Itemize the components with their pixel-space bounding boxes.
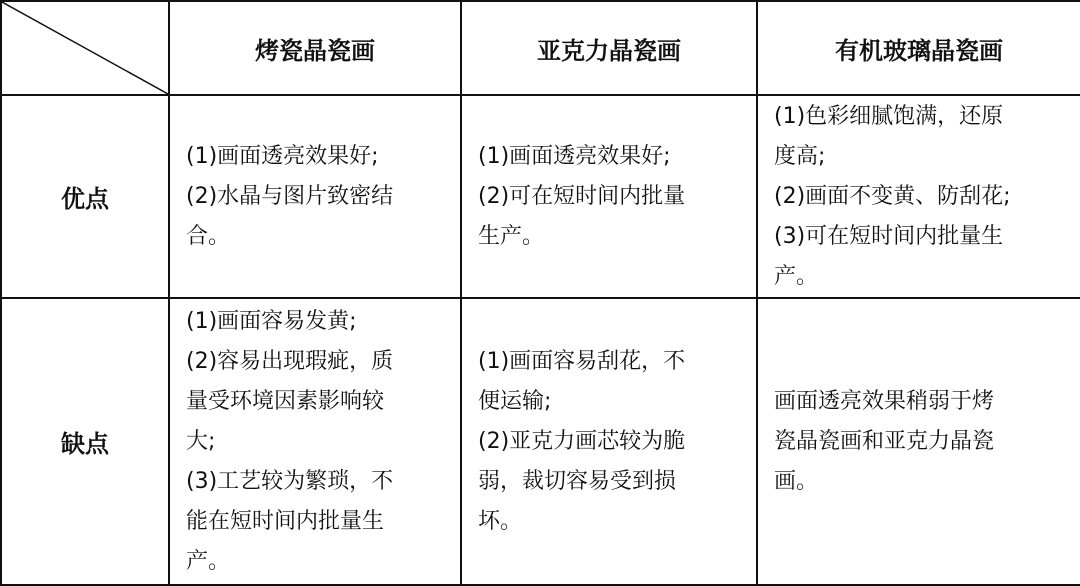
column-header: 亚克力晶瓷画 (461, 1, 757, 95)
row-header: 缺点 (1, 298, 169, 585)
cell-line: (1)画面透亮效果好; (478, 143, 671, 169)
cell-line: 画。 (774, 468, 819, 494)
table-row (1, 95, 1080, 298)
cell-line: 产。 (774, 263, 819, 289)
cell-line: 画面透亮效果稍弱于烤 (774, 388, 995, 414)
cell-line: (3)工艺较为繁琐，不 (186, 468, 394, 494)
cell-line: (1)画面容易发黄; (186, 308, 357, 334)
cell-line: (1)色彩细腻饱满，还原 (774, 103, 1004, 129)
column-header: 有机玻璃晶瓷画 (757, 1, 1080, 95)
cell-line: (2)水晶与图片致密结 (186, 183, 394, 209)
diagonal-divider (2, 2, 168, 94)
table-cell (169, 298, 461, 585)
cell-line: 产。 (186, 548, 231, 574)
cell-line: (1)画面容易刮花，不 (478, 348, 686, 374)
cell-line: (1)画面透亮效果好; (186, 143, 379, 169)
cell-line: 生产。 (478, 223, 545, 249)
cell-line: 能在短时间内批量生 (186, 508, 385, 534)
table-cell (757, 95, 1080, 298)
cell-line: (2)可在短时间内批量 (478, 183, 686, 209)
cell-line: 合。 (186, 223, 231, 249)
cell-line: 便运输; (478, 388, 552, 414)
cell-line: 度高; (774, 143, 826, 169)
table-cell (461, 298, 757, 585)
table-cell (461, 95, 757, 298)
corner-cell (1, 1, 169, 95)
table-cell (169, 95, 461, 298)
cell-line: (2)画面不变黄、防刮花; (774, 183, 1011, 209)
cell-line: (2)容易出现瑕疵，质 (186, 348, 394, 374)
cell-line: 弱，裁切容易受到损 (478, 468, 677, 494)
row-header: 优点 (1, 95, 169, 298)
cell-line: (2)亚克力画芯较为脆 (478, 428, 686, 454)
cell-line: 大; (186, 428, 216, 454)
cell-line: 量受环境因素影响较 (186, 388, 385, 414)
cell-line: 坏。 (478, 508, 523, 534)
header-row (1, 1, 1080, 95)
column-header: 烤瓷晶瓷画 (169, 1, 461, 95)
table-row (1, 298, 1080, 585)
cell-line: (3)可在短时间内批量生 (774, 223, 1004, 249)
table-cell (757, 298, 1080, 585)
cell-line: 瓷晶瓷画和亚克力晶瓷 (774, 428, 995, 454)
